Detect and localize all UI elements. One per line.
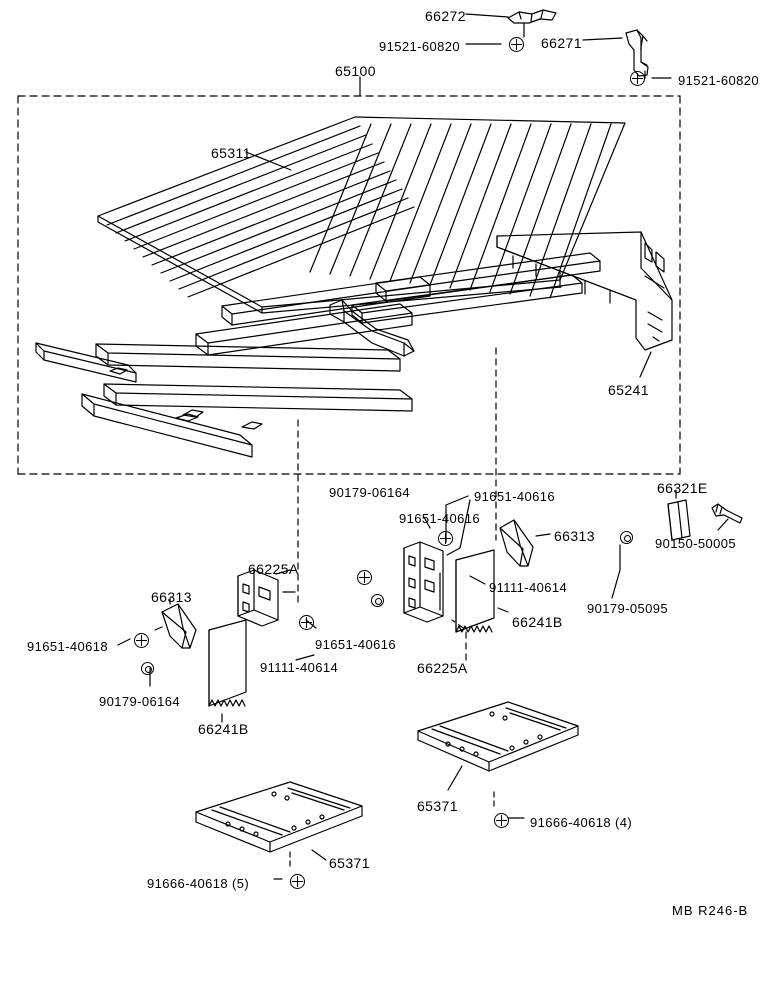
part-label-66321E: 66321E: [657, 480, 708, 496]
bolt-91651-40618: [134, 633, 149, 648]
part-label-91651-40616-a: 91651-40616: [474, 489, 556, 504]
part-label-90179-06164-a: 90179-06164: [329, 485, 411, 500]
part-label-66271: 66271: [541, 35, 582, 51]
nut-90179-05095: [620, 531, 633, 544]
part-label-66225A-lower: 66225A: [417, 660, 468, 676]
part-label-91521-60820-b: 91521-60820: [678, 73, 760, 88]
leader-65241: [640, 352, 651, 377]
part-label-91651-40616-b: 91651-40616: [399, 511, 481, 526]
bolt-91651-40616-b: [357, 570, 372, 585]
part-66321E: [668, 500, 690, 540]
part-label-66272: 66272: [425, 8, 466, 24]
part-66313-right: [500, 520, 533, 566]
part-label-65311: 65311: [211, 145, 251, 161]
part-label-90179-06164-b: 90179-06164: [99, 694, 181, 709]
part-label-91651-40618: 91651-40618: [27, 639, 109, 654]
part-label-66241B-left: 66241B: [198, 721, 249, 737]
part-66313-left: [162, 604, 196, 648]
bolt-91521-60820-b: [630, 71, 645, 86]
leader-65371-right: [448, 766, 462, 790]
part-label-91111-40614-a: 91111-40614: [489, 580, 568, 595]
bolt-91651-40616-c: [299, 615, 314, 630]
part-66272: [466, 10, 556, 23]
part-label-65371-right: 65371: [417, 798, 458, 814]
part-label-66225A-upper: 66225A: [248, 561, 299, 577]
part-label-91111-40614-b: 91111-40614: [260, 660, 339, 675]
diagram-footer-code: MB R246-B: [672, 903, 749, 918]
part-label-66313-left: 66313: [151, 589, 192, 605]
leader-65311: [246, 152, 291, 170]
part-65311-deck-panel: [98, 117, 625, 313]
part-label-90150-50005: 90150-50005: [655, 536, 737, 551]
part-label-91651-40616-c: 91651-40616: [315, 637, 397, 652]
part-label-65371-left: 65371: [329, 855, 370, 871]
nut-90179-06164: [141, 662, 154, 675]
nut-91111-40614-a: [371, 594, 384, 607]
part-label-91666-40618-4: 91666-40618 (4): [530, 815, 633, 830]
part-65371-right: [418, 702, 578, 771]
bolt-91521-60820-a: [509, 37, 524, 52]
part-label-91666-40618-5: 91666-40618 (5): [147, 876, 250, 891]
part-66225A-left: [238, 570, 278, 626]
leader-65371-left: [312, 850, 326, 860]
part-66241B-left: [209, 620, 246, 706]
part-label-65241: 65241: [608, 382, 649, 398]
part-label-91521-60820-a: 91521-60820: [379, 39, 461, 54]
bolt-91651-40616-a: [438, 531, 453, 546]
part-label-65100: 65100: [335, 63, 376, 79]
part-66271: [626, 30, 648, 76]
bolt-91666-40618-5: [290, 874, 305, 889]
part-66225A-right: [404, 542, 443, 622]
bolt-91666-40618-4: [494, 813, 509, 828]
part-label-90179-05095: 90179-05095: [587, 601, 669, 616]
part-label-66241B-right: 66241B: [512, 614, 563, 630]
part-65371-left: [196, 782, 362, 852]
part-label-66313-right: 66313: [554, 528, 595, 544]
